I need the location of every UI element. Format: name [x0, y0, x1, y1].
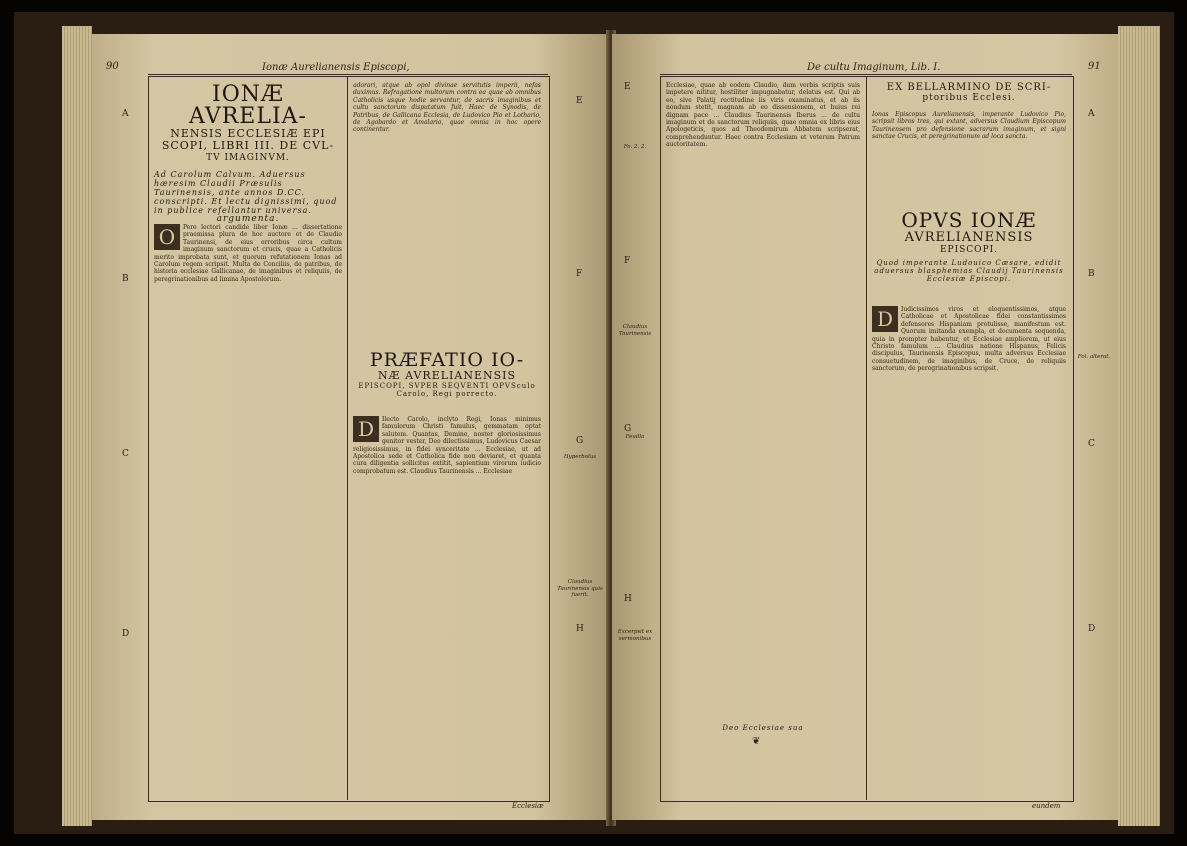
book-spread [14, 12, 1174, 834]
right-bellarmine-text: Ionas Episcopus Aurelianensis, imperante Ludovico Pio, scripsit libros tres, qui extant, adversus Claudium Episcopum Taurinensem pro defensione sacrarum imaginum, et signi sanctae Crucis, et peregrinationum ad loca sancta. [872, 111, 1066, 141]
right-running-head: De cultu Imaginum, Lib. I. [807, 62, 941, 73]
left-preface-title-2: NÆ AVRELIANENSIS [377, 369, 517, 382]
left-dedication: Ad Carolum Calvum. Aduersus hæresim Claudii Præsulis Taurinensis, ante annos D.CC. conscripti. Et lectu dignissimi, quod in publice refellantur universa. [154, 170, 338, 215]
left-margin-letter-g: G [576, 436, 584, 446]
left-preface-heading [353, 350, 541, 398]
left-argument-label: argumenta. [216, 214, 280, 224]
right-opus-title-2: AVRELIANENSIS [904, 230, 1034, 245]
left-title-line4: TV IMAGINVM. [206, 153, 290, 163]
right-margin-note-2: Feuilla [625, 434, 645, 440]
right-margin-letter-a: A [1088, 109, 1095, 119]
left-col1-drop-initial: O [154, 224, 180, 250]
left-preface-text [353, 416, 541, 786]
left-title-block [154, 84, 342, 224]
right-margin-letter-g: G [624, 424, 632, 434]
right-opus-drop-initial: D [872, 306, 898, 332]
left-head-rule [148, 74, 548, 75]
right-margin-note-4: Excerpsit ex sermonibus [617, 629, 653, 642]
left-page-number: 90 [106, 61, 119, 72]
right-margin-letter-b: B [1088, 269, 1095, 279]
right-opus-subtitle: Quod imperante Ludouico Cæsare, edidit aduersus blasphemias Claudij Taurinensis Ecclesiæ Episcopi. [874, 259, 1064, 283]
left-column-2-top-text: adorari, atque ab opol divinae servitutis imperii, nefas duximus. Refragatione multorum contra ea quae ab omnibus Catholicis usque hodie servantur, de sacris imaginibus et cultu sanctorum disputatum fuit. Haec de Synodis, de Patribus, de Gallicana Ecclesia, de Ludovico Pio et Lothario, de Agobardo et Amalario, quae omnia in hoc opere continentur. [353, 82, 541, 134]
left-col1-body: Pere lectori candide liber Ionæ ... dissertatione praemissa plura de hoc auctore et de Claudio Taurinensi, de eius erroribus circa cultum imaginum sanctorum et crucis, quae a Catholicis merito improbata sunt, et quorum refutationem Ionas ad Carolum regem scripsit. Multa de Conciliis, de patribus, de historia ecclesiae Gallicanae, de imaginibus et reliquiis, de peregrinationibus ad limina Apostolorum. [154, 224, 342, 283]
right-column-divider [866, 76, 867, 800]
right-opus-title-1: OPVS IONÆ [901, 208, 1037, 232]
left-margin-letter-e: E [576, 96, 583, 106]
right-opus-body: Iudicissimos viros et eloquentissimos, atque Catholicae et Apostolicae fidei constantissimos defensores Hispaniam protulisse, manifestum est. Quorum imitanda exempla, et documenta sequenda, quia in prompter habentur, et Ecclesiae ampliorem, ut eius Christo famulum ... Claudius natione Hispanus, Felicis discipulus, Taurinensis Episcopus, multa adversus Ecclesiae consuetudinem, de imaginibus, de Cruce, de reliquiis sanctorum, de peregrinationibus scripsit. [872, 306, 1066, 373]
left-margin-letter-d: D [122, 629, 130, 639]
right-margin-letter-d: D [1088, 624, 1096, 634]
left-margin-letter-a: A [122, 109, 129, 119]
right-margin-note-5: Fol. alterat. [1077, 354, 1111, 360]
right-margin-letter-e: E [624, 82, 631, 92]
left-running-head: Ionæ Aurelianensis Episcopi, [262, 62, 410, 73]
right-page-edges [1118, 26, 1160, 826]
left-title-line2: NENSIS ECCLESIÆ EPI [170, 127, 326, 140]
left-margin-letter-c: C [122, 449, 129, 459]
left-margin-letter-f: F [576, 269, 583, 279]
left-page [92, 34, 610, 820]
left-catchword: Ecclesiæ [512, 802, 544, 810]
right-margin-note-3: Claudius Taurinensis [618, 324, 652, 337]
left-preface-drop-initial: D [353, 416, 379, 442]
right-margin-letter-c: C [1088, 439, 1095, 449]
fleuron-ornament-icon: ❦ [752, 736, 761, 747]
right-bellarmine-heading-2: ptoribus Ecclesi. [922, 93, 1016, 103]
right-bellarmine-heading-1: EX BELLARMINO DE SCRI- [886, 82, 1052, 93]
right-margin-letter-h: H [624, 594, 632, 604]
right-margin-note-1: Fo. 2. 2. [623, 144, 647, 150]
left-column-1-text [154, 224, 342, 794]
right-margin-letter-f: F [624, 256, 631, 266]
right-page [612, 34, 1118, 820]
right-bellarmine-block [872, 82, 1066, 201]
left-margin-letter-h: H [576, 624, 584, 634]
left-title-main: IONÆ AVRELIA- [189, 82, 307, 129]
left-page-edges [62, 26, 92, 826]
left-column-divider [347, 76, 348, 800]
left-margin-note-1: Claudius Taurinensis quis fuerit. [557, 579, 603, 598]
right-catchword: eundem [1032, 802, 1061, 810]
left-preface-body: Ilecto Carolo, inclyto Regi, Ionas minimus famulorum Christi famulus, gemmatam optat salutem. Quantas, Domine, noster gloriosissimus genitor vester, Deo dilectissimus, Ludovicus Caesar religiosissimus, in fidei synceritate ... Ecclesiae, ut ad Apostolica sede et Catholica fide non deviaret, et quanta cura diligentia sollicitus extitit, sapientium virorum iudicio comprobatum est. Claudius Taurinensis ... Ecclesiae [353, 416, 541, 475]
right-head-rule [660, 74, 1072, 75]
right-ornament-text: Deo Ecclesiae sua [722, 724, 804, 732]
left-margin-letter-b: B [122, 274, 129, 284]
right-column-1-text: Ecclesiae, quae ab eodem Claudio, dum verbis scriptis suis impetere nititur, hostiliter impugnabatur, delatus est. Qui ab eo, sive Palatij rectitudine iis viris examinatus, et ab iis nondum stetit, magnam ab eo dissensionem, et huius rei dignam pace ... Claudius Taurinensis Iberus ... de cultu imaginum et de sanctorum reliquiis, quae omnia ex libris eius Apologeticis, quos ad Theodemirum Abbatem scripserat, comprehenduntur. Haec contra Ecclesiam et veterum Patrum auctoritatem. [666, 82, 860, 149]
right-opus-title-3: EPISCOPI. [939, 245, 999, 255]
left-margin-note-2: Hyperbolus [563, 454, 597, 460]
left-preface-subtitle: EPISCOPI, SVPER SEQVENTI OPVSculo Carolo, Regi porrecto. [358, 382, 536, 398]
right-opus-text [872, 306, 1066, 794]
left-title-line3: SCOPI, LIBRI III. DE CVL- [161, 139, 335, 152]
right-opus-heading [872, 210, 1066, 283]
right-page-number: 91 [1088, 61, 1101, 72]
left-preface-title-1: PRÆFATIO IO- [369, 349, 525, 371]
